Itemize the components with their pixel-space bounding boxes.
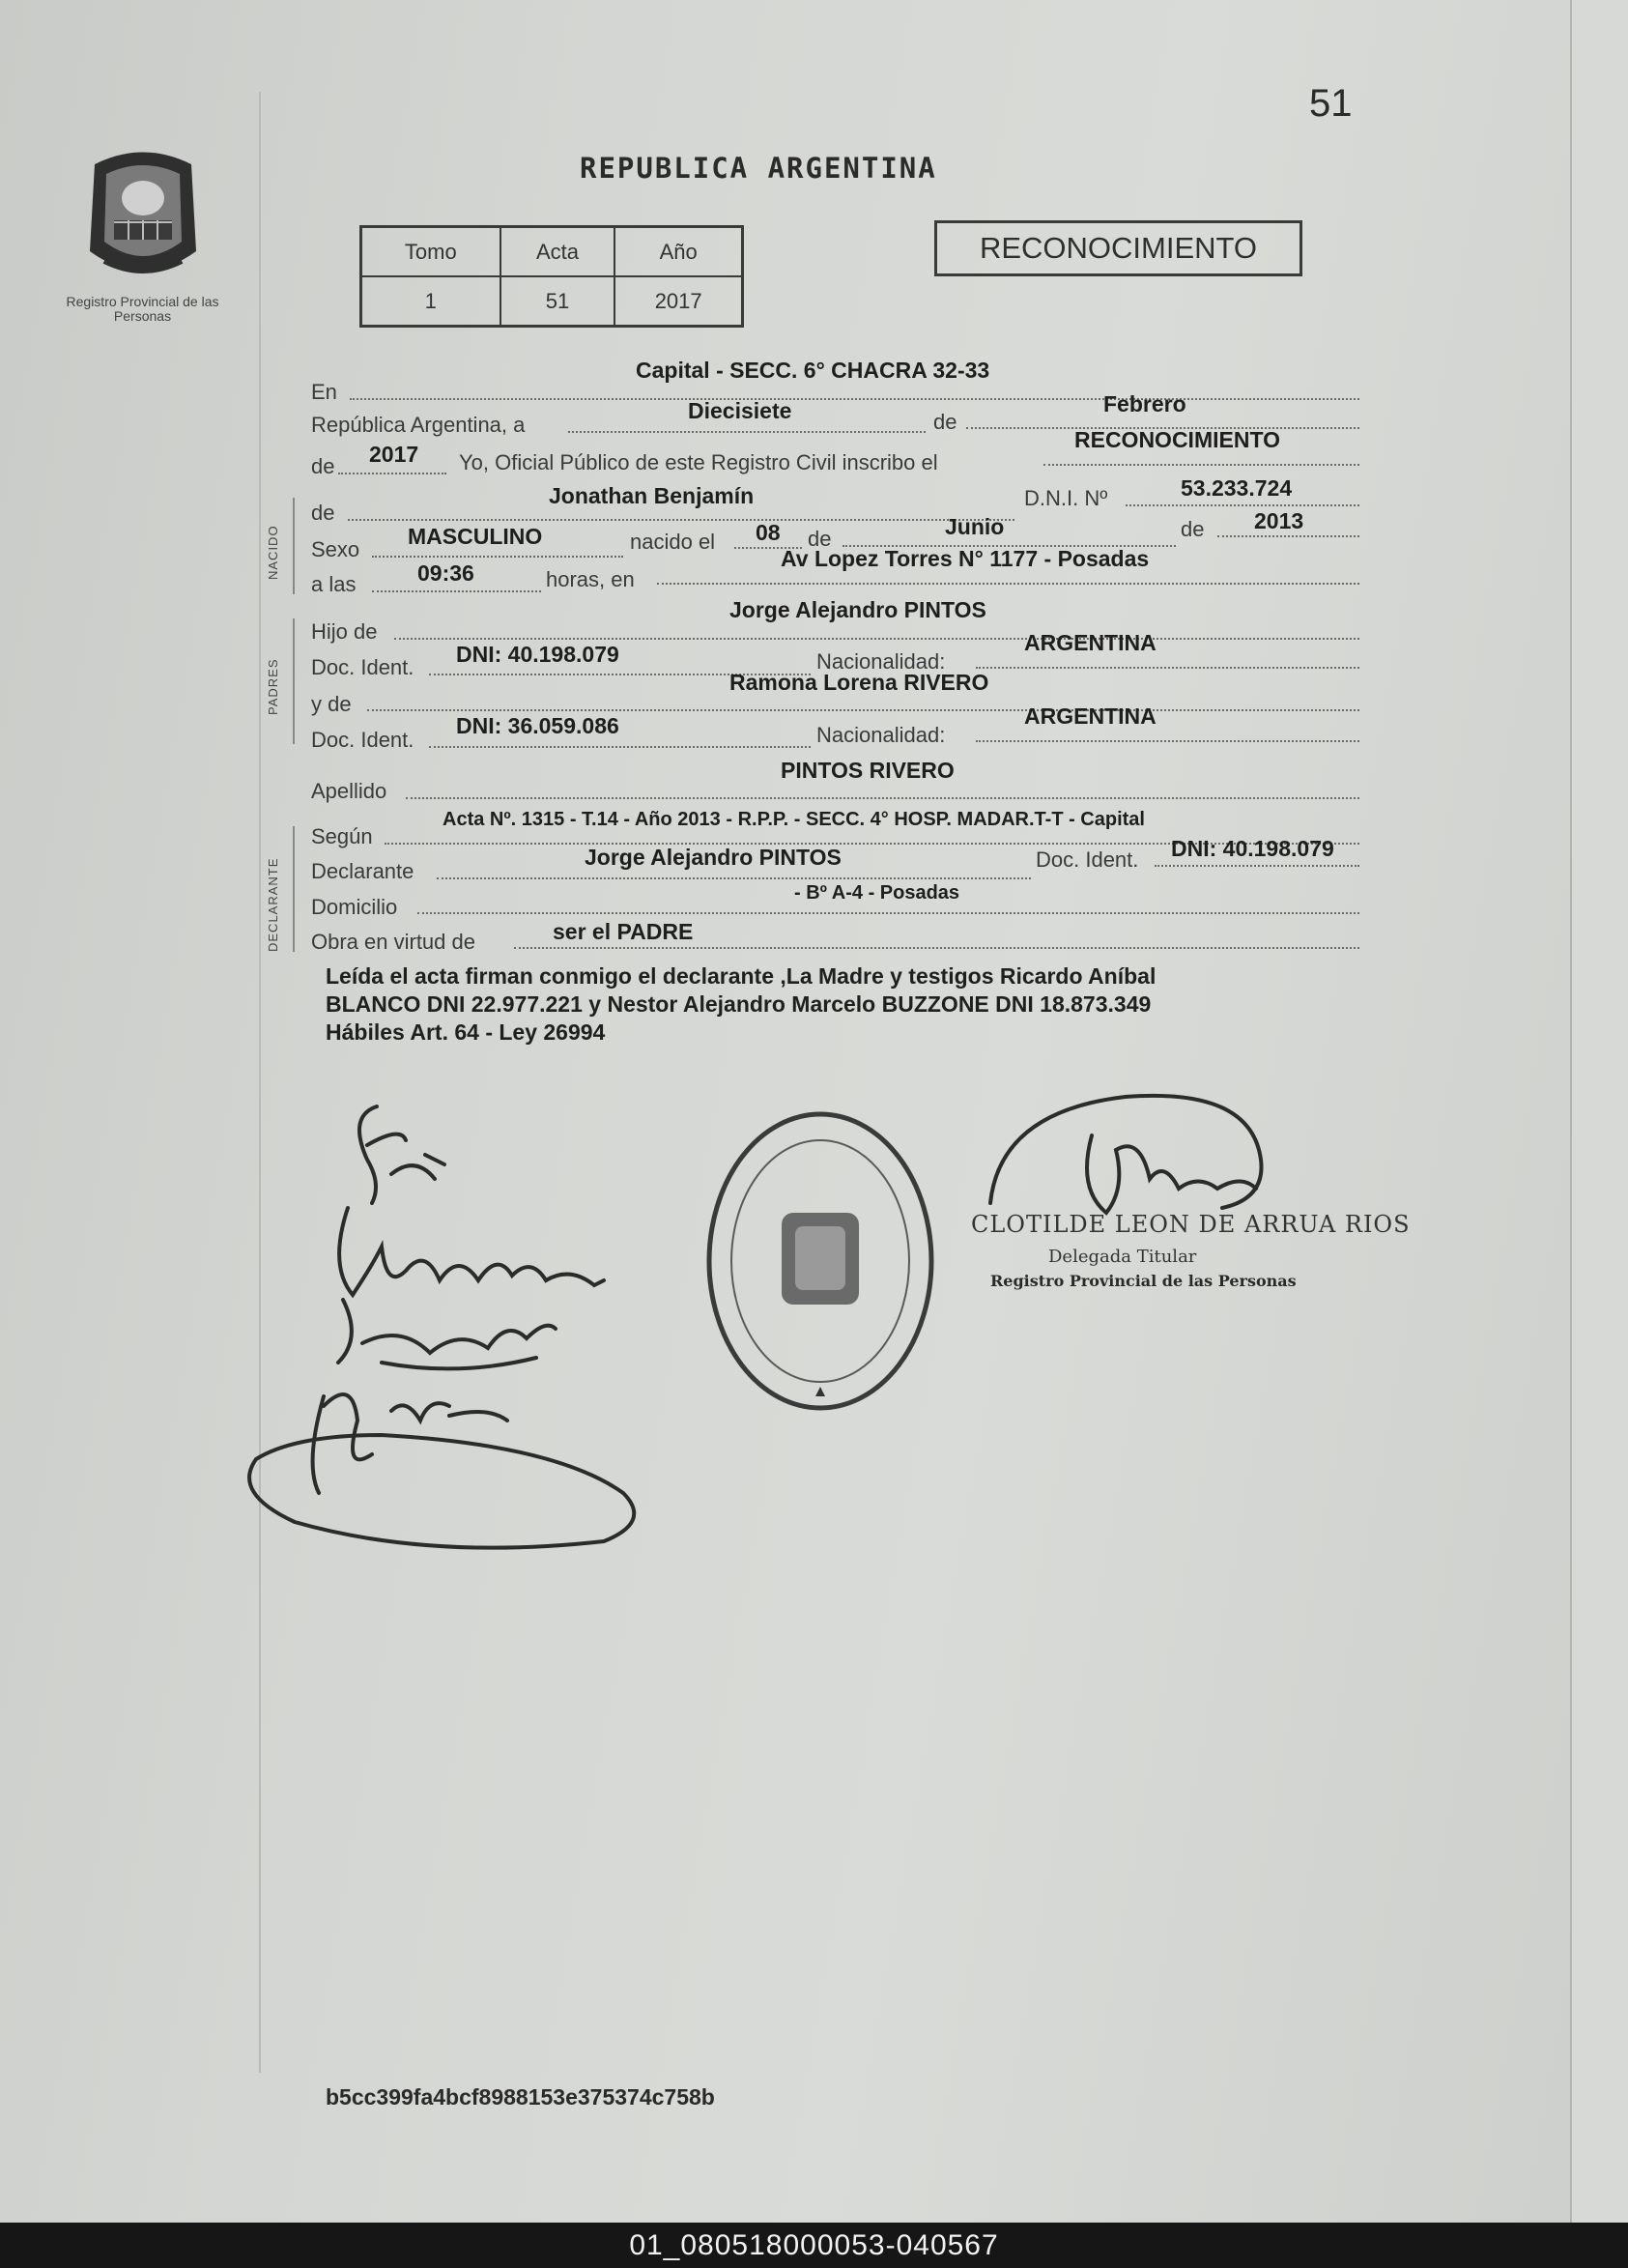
label-nacionalidad: Nacionalidad: [816, 723, 946, 747]
dotted-line [338, 473, 446, 474]
official-seal-stamp [702, 1106, 939, 1416]
closing-line-2: BLANCO DNI 22.977.221 y Nestor Alejandro Marcelo BUZZONE DNI 18.873.349 [326, 991, 1152, 1017]
header-ano: Año [614, 227, 742, 277]
label-segun: Según [311, 824, 373, 848]
side-label-declarante: DECLARANTE [266, 857, 280, 952]
value-hora: 09:36 [417, 560, 474, 586]
dotted-line [437, 877, 1031, 879]
dotted-line [394, 638, 1359, 640]
label-hijo-de: Hijo de [311, 619, 378, 644]
side-bar-padres [293, 618, 295, 744]
label-domicilio: Domicilio [311, 895, 398, 919]
closing-line-3: Hábiles Art. 64 - Ley 26994 [326, 1019, 606, 1045]
value-birth-month: Junio [945, 514, 1005, 539]
header-tomo: Tomo [361, 227, 500, 277]
document-type-box: RECONOCIMIENTO [934, 220, 1302, 276]
value-acta: 51 [500, 276, 615, 327]
label-obra: Obra en virtud de [311, 930, 475, 954]
dotted-line [372, 590, 541, 592]
label-dni: D.N.I. Nº [1024, 486, 1108, 510]
side-bar-declarante [293, 826, 295, 952]
text-oficial: Yo, Oficial Público de este Registro Civil inscribo el [459, 450, 938, 474]
closing-line-1: Leída el acta firman conmigo el declarante ,La Madre y testigos Ricardo Aníbal [326, 963, 1157, 989]
value-name: Jonathan Benjamín [549, 483, 755, 508]
label-de: de [311, 501, 335, 525]
label-y-de: y de [311, 692, 352, 716]
value-month: Febrero [1103, 391, 1186, 416]
dotted-line [657, 583, 1359, 585]
value-ano: 2017 [614, 276, 742, 327]
label-doc-ident: Doc. Ident. [311, 728, 414, 752]
label-nacionalidad: Nacionalidad: [816, 649, 946, 674]
document-hash: b5cc399fa4bcf8988153e375374c758b [326, 2084, 715, 2110]
dotted-line [429, 746, 811, 748]
dotted-line [1126, 504, 1359, 506]
side-label-nacido: NACIDO [266, 525, 280, 580]
value-domicilio: - Bº A-4 - Posadas [794, 882, 960, 904]
country-heading: REPUBLICA ARGENTINA [580, 152, 937, 185]
label-de: de [933, 410, 957, 434]
dotted-line [976, 667, 1359, 669]
dotted-line [568, 431, 926, 433]
value-tomo: 1 [361, 276, 500, 327]
official-name: CLOTILDE LEON DE ARRUA RIOS [971, 1211, 1411, 1238]
province-crest-icon [75, 145, 211, 290]
value-birth-day: 08 [756, 520, 781, 545]
page-edge [1570, 0, 1628, 2223]
side-label-padres: PADRES [266, 658, 280, 715]
dotted-line [514, 947, 1359, 949]
dotted-line [1155, 865, 1359, 867]
value-obra: ser el PADRE [553, 919, 694, 944]
label-sexo: Sexo [311, 537, 360, 561]
label-declarante: Declarante [311, 859, 414, 883]
dotted-line [350, 398, 1359, 400]
value-en: Capital - SECC. 6° CHACRA 32-33 [636, 358, 990, 383]
value-apellido: PINTOS RIVERO [781, 758, 955, 783]
value-madre: Ramona Lorena RIVERO [729, 670, 989, 695]
dotted-line [406, 797, 1359, 799]
dotted-line [1043, 464, 1359, 466]
value-year: 2017 [369, 442, 419, 467]
label-de: de [311, 454, 335, 478]
value-segun: Acta Nº. 1315 - T.14 - Año 2013 - R.P.P. - SECC. 4° HOSP. MADAR.T-T - Capital [443, 809, 1145, 830]
value-dni: 53.233.724 [1181, 475, 1293, 501]
margin-rule [259, 92, 261, 2073]
value-sexo: MASCULINO [408, 524, 543, 549]
value-act: RECONOCIMIENTO [1074, 427, 1280, 452]
dotted-line [372, 556, 623, 558]
dotted-line [976, 740, 1359, 742]
value-day: Diecisiete [688, 398, 792, 423]
scan-footer-id: 01_080518000053-040567 [0, 2223, 1628, 2268]
dotted-line [417, 912, 1359, 914]
label-apellido: Apellido [311, 779, 387, 803]
label-de: de [1181, 517, 1205, 541]
label-horas: horas, en [546, 567, 635, 591]
official-org: Registro Provincial de las Personas [990, 1272, 1297, 1290]
dotted-line [1217, 535, 1359, 537]
value-nac-madre: ARGENTINA [1024, 703, 1157, 729]
side-bar-nacido [293, 498, 295, 594]
value-doc-padre: DNI: 40.198.079 [456, 642, 619, 667]
header-acta: Acta [500, 227, 615, 277]
handwritten-signatures [237, 1087, 662, 1551]
page-number: 51 [1309, 82, 1353, 125]
closing-paragraph [326, 962, 1364, 1047]
dotted-line [348, 519, 1014, 521]
value-declarante: Jorge Alejandro PINTOS [585, 845, 842, 870]
label-a-las: a las [311, 572, 357, 596]
official-title: Delegada Titular [1048, 1247, 1197, 1267]
label-de: de [808, 527, 832, 551]
value-birth-year: 2013 [1254, 508, 1304, 533]
value-padre: Jorge Alejandro PINTOS [729, 597, 986, 622]
dotted-line [367, 709, 1359, 711]
value-doc-declarante: DNI: 40.198.079 [1171, 836, 1334, 861]
value-doc-madre: DNI: 36.059.086 [456, 713, 619, 738]
value-nac-padre: ARGENTINA [1024, 630, 1157, 655]
label-doc-ident: Doc. Ident. [311, 655, 414, 679]
label-republica: República Argentina, a [311, 413, 526, 437]
label-en: En [311, 380, 337, 404]
value-lugar: Av Lopez Torres N° 1177 - Posadas [781, 546, 1150, 571]
label-nacido: nacido el [630, 530, 716, 554]
label-doc-ident: Doc. Ident. [1036, 847, 1139, 872]
logo-caption: Registro Provincial de las Personas [66, 294, 219, 324]
record-table [359, 225, 744, 328]
